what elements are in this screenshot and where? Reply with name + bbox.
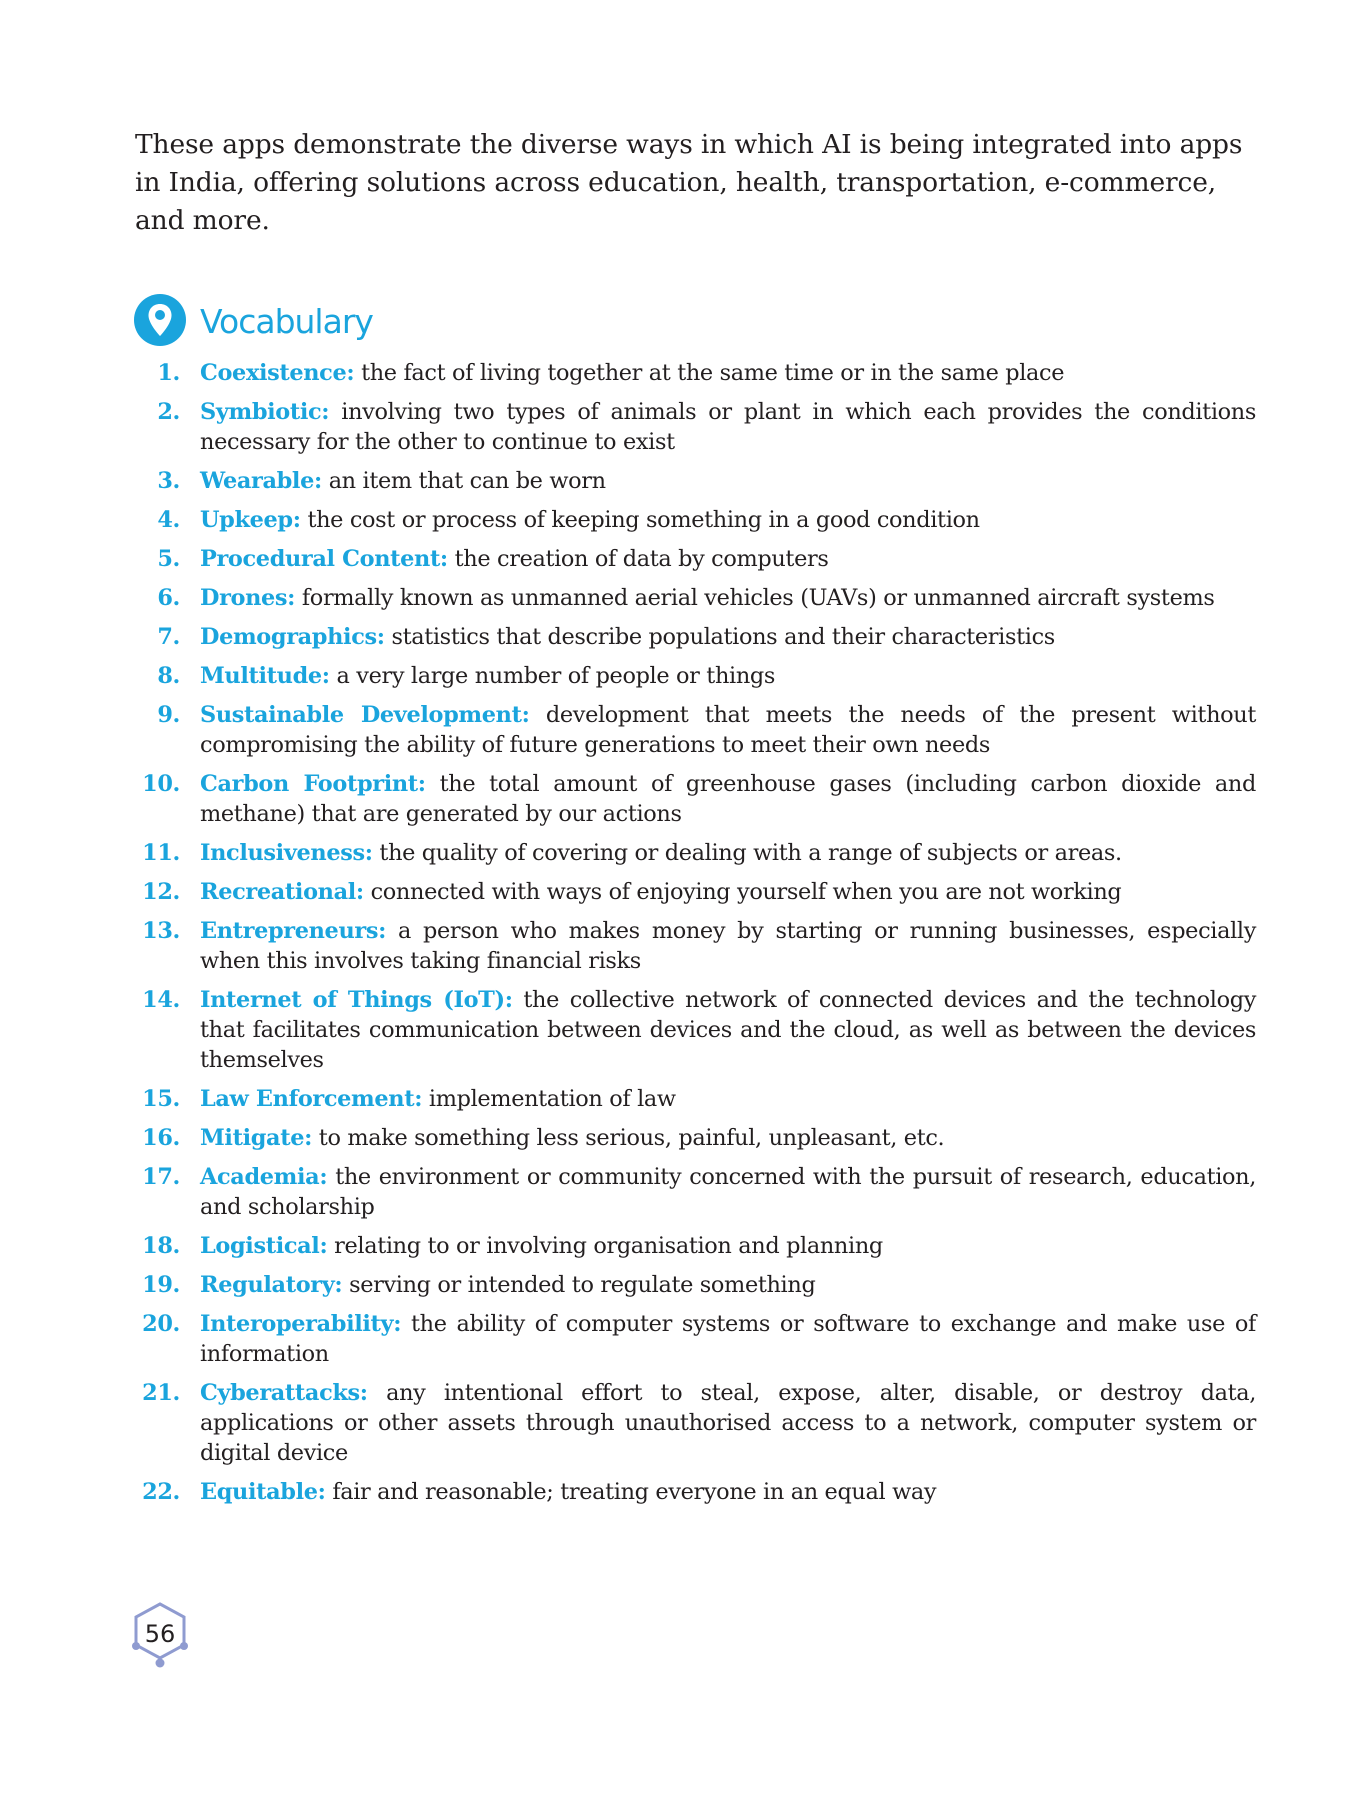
- vocabulary-item: [130, 505, 1256, 535]
- item-number: 12.: [142, 879, 180, 905]
- item-number: 20.: [142, 1311, 180, 1337]
- item-entry: [200, 1270, 1256, 1300]
- item-entry: [200, 985, 1256, 1075]
- vocabulary-term: Drones:: [200, 585, 296, 611]
- vocabulary-definition: the cost or process of keeping something in a good condition: [307, 507, 980, 533]
- vocabulary-definition: the total amount of greenhouse gases (including carbon dioxide and methane) that are generated by our actions: [200, 771, 1256, 827]
- item-entry: [200, 358, 1256, 388]
- vocabulary-definition: statistics that describe populations and their characteristics: [391, 624, 1055, 650]
- vocabulary-definition: the environment or community concerned with the pursuit of research, education, and scholarship: [200, 1164, 1256, 1220]
- vocabulary-definition: relating to or involving organisation and planning: [334, 1233, 883, 1259]
- vocabulary-term: Procedural Content:: [200, 546, 448, 572]
- vocabulary-item: [130, 583, 1256, 613]
- vocabulary-definition: the fact of living together at the same time or in the same place: [361, 360, 1065, 386]
- item-entry: [200, 661, 1256, 691]
- item-number: 17.: [142, 1164, 180, 1190]
- item-number: 14.: [142, 987, 180, 1013]
- item-entry: [200, 622, 1256, 652]
- page-number-badge: [130, 1600, 190, 1668]
- vocabulary-term: Multitude:: [200, 663, 330, 689]
- item-number: 10.: [142, 771, 180, 797]
- vocabulary-item: [130, 1378, 1256, 1468]
- vocabulary-item: [130, 838, 1256, 868]
- vocabulary-definition: the ability of computer systems or software to exchange and make use of information: [200, 1311, 1256, 1367]
- item-entry: [200, 838, 1256, 868]
- vocabulary-term: Law Enforcement:: [200, 1086, 423, 1112]
- item-number: 9.: [157, 702, 180, 728]
- vocabulary-item: [130, 358, 1256, 388]
- vocabulary-item: [130, 916, 1256, 976]
- vocabulary-term: Academia:: [200, 1164, 328, 1190]
- vocabulary-term: Recreational:: [200, 879, 364, 905]
- vocabulary-definition: to make something less serious, painful, unpleasant, etc.: [318, 1125, 945, 1151]
- item-entry: [200, 1231, 1256, 1261]
- vocabulary-definition: any intentional effort to steal, expose, alter, disable, or destroy data, applications or other assets through unauthorised access to a network, computer system or digital device: [200, 1380, 1256, 1466]
- item-number: 4.: [157, 507, 180, 533]
- vocabulary-item: [130, 985, 1256, 1075]
- vocabulary-item: [130, 700, 1256, 760]
- vocabulary-definition: formally known as unmanned aerial vehicles (UAVs) or unmanned aircraft systems: [301, 585, 1215, 611]
- vocabulary-item: [130, 1084, 1256, 1114]
- item-number: 1.: [157, 360, 180, 386]
- vocabulary-definition: implementation of law: [428, 1086, 676, 1112]
- vocabulary-item: [130, 544, 1256, 574]
- vocabulary-term: Mitigate:: [200, 1125, 313, 1151]
- item-number: 15.: [142, 1086, 180, 1112]
- vocabulary-definition: fair and reasonable; treating everyone in an equal way: [332, 1479, 937, 1505]
- item-entry: [200, 877, 1256, 907]
- vocabulary-item: [130, 1231, 1256, 1261]
- vocabulary-item: [130, 661, 1256, 691]
- vocabulary-item: [130, 1162, 1256, 1222]
- item-number: 8.: [157, 663, 180, 689]
- item-number: 22.: [142, 1479, 180, 1505]
- item-entry: [200, 397, 1256, 457]
- vocabulary-item: [130, 877, 1256, 907]
- page-number: 56: [144, 1620, 176, 1648]
- vocabulary-item: [130, 397, 1256, 457]
- vocabulary-item: [130, 466, 1256, 496]
- vocabulary-definition: involving two types of animals or plant in which each provides the conditions necessary for the other to continue to exist: [200, 399, 1256, 455]
- vocabulary-item: [130, 769, 1256, 829]
- item-entry: [200, 1477, 1256, 1507]
- vocabulary-term: Upkeep:: [200, 507, 301, 533]
- item-entry: [200, 583, 1256, 613]
- item-number: 3.: [157, 468, 180, 494]
- item-number: 7.: [157, 624, 180, 650]
- item-number: 19.: [142, 1272, 180, 1298]
- vocabulary-term: Cyberattacks:: [200, 1380, 368, 1406]
- vocabulary-definition: the creation of data by computers: [454, 546, 829, 572]
- vocabulary-term: Symbiotic:: [200, 399, 330, 425]
- vocabulary-term: Entrepreneurs:: [200, 918, 386, 944]
- vocabulary-definition: the collective network of connected devices and the technology that facilitates communication between devices and the cloud, as well as between the devices themselves: [200, 987, 1256, 1073]
- item-entry: [200, 544, 1256, 574]
- item-number: 6.: [157, 585, 180, 611]
- vocabulary-definition: serving or intended to regulate something: [349, 1272, 816, 1298]
- vocabulary-definition: the quality of covering or dealing with a range of subjects or areas.: [379, 840, 1122, 866]
- vocabulary-term: Carbon Footprint:: [200, 771, 426, 797]
- vocabulary-item: [130, 622, 1256, 652]
- item-entry: [200, 505, 1256, 535]
- vocabulary-item: [130, 1477, 1256, 1507]
- vocabulary-term: Regulatory:: [200, 1272, 343, 1298]
- vocabulary-header: [134, 292, 373, 348]
- item-number: 2.: [157, 399, 180, 425]
- vocabulary-definition: a very large number of people or things: [336, 663, 776, 689]
- item-entry: [200, 1084, 1256, 1114]
- item-entry: [200, 466, 1256, 496]
- vocabulary-definition: development that meets the needs of the present without compromising the ability of future generations to meet their own needs: [200, 702, 1256, 758]
- vocabulary-term: Demographics:: [200, 624, 385, 650]
- vocabulary-list: [130, 358, 1256, 1516]
- item-entry: [200, 700, 1256, 760]
- intro-paragraph: These apps demonstrate the diverse ways in which AI is being integrated into apps in India, offering solutions across education, health, transportation, e-commerce, and more.: [135, 129, 1243, 236]
- item-number: 11.: [142, 840, 180, 866]
- item-entry: [200, 769, 1256, 829]
- vocabulary-term: Equitable:: [200, 1479, 326, 1505]
- vocabulary-term: Interoperability:: [200, 1311, 402, 1337]
- vocabulary-term: Sustainable Development:: [200, 702, 530, 728]
- vocabulary-term: Logistical:: [200, 1233, 328, 1259]
- vocabulary-definition: an item that can be worn: [328, 468, 606, 494]
- vocabulary-definition: connected with ways of enjoying yourself when you are not working: [370, 879, 1122, 905]
- item-number: 13.: [142, 918, 180, 944]
- item-entry: [200, 1309, 1256, 1369]
- item-entry: [200, 1378, 1256, 1468]
- vocabulary-item: [130, 1123, 1256, 1153]
- vocabulary-term: Wearable:: [200, 468, 322, 494]
- item-number: 21.: [142, 1380, 180, 1406]
- vocabulary-item: [130, 1309, 1256, 1369]
- vocabulary-title: Vocabulary: [200, 301, 373, 341]
- item-number: 16.: [142, 1125, 180, 1151]
- vocabulary-term: Inclusiveness:: [200, 840, 373, 866]
- vocabulary-term: Coexistence:: [200, 360, 355, 386]
- vocabulary-item: [130, 1270, 1256, 1300]
- item-entry: [200, 916, 1256, 976]
- item-entry: [200, 1123, 1256, 1153]
- item-number: 5.: [157, 546, 180, 572]
- location-pin-icon: [134, 294, 186, 346]
- vocabulary-term: Internet of Things (IoT):: [200, 987, 513, 1013]
- item-number: 18.: [142, 1233, 180, 1259]
- vocabulary-definition: a person who makes money by starting or running businesses, especially when this involves taking financial risks: [200, 918, 1256, 974]
- item-entry: [200, 1162, 1256, 1222]
